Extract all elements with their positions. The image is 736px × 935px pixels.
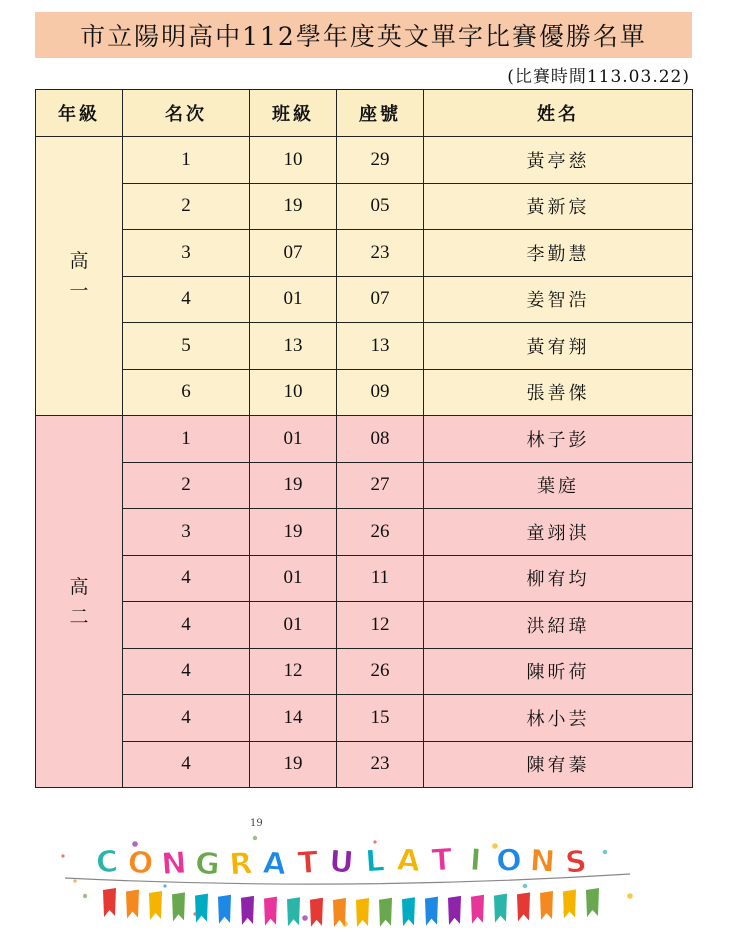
- rank-cell: 1: [123, 416, 250, 463]
- class-cell: 19: [250, 741, 337, 788]
- seat-cell: 07: [337, 276, 424, 323]
- grade-cell: 高 二: [36, 416, 123, 788]
- seat-cell: 12: [337, 602, 424, 649]
- seat-cell: 26: [337, 648, 424, 695]
- class-cell: 13: [250, 323, 337, 370]
- banner-letter: T: [430, 842, 454, 879]
- name-cell: 柳宥均: [424, 555, 693, 602]
- seat-cell: 05: [337, 183, 424, 230]
- bunting-flag: [540, 891, 553, 920]
- seat-cell: 13: [337, 323, 424, 370]
- table-row: [36, 741, 693, 788]
- name-cell: 林小芸: [424, 695, 693, 742]
- table-row: [36, 183, 693, 230]
- banner-letter: N: [528, 843, 557, 880]
- class-cell: 01: [250, 276, 337, 323]
- confetti-dot: [302, 915, 308, 921]
- banner-letter: O: [495, 842, 523, 880]
- bunting-flags: [103, 888, 599, 927]
- confetti-dot: [523, 884, 527, 888]
- table-row: [36, 230, 693, 277]
- page-title: 市立陽明高中112學年度英文單字比賽優勝名單: [35, 12, 692, 58]
- rank-cell: 3: [123, 509, 250, 556]
- confetti-dot: [253, 836, 257, 840]
- rank-cell: 4: [123, 741, 250, 788]
- banner-letters: [95, 842, 588, 882]
- bunting-flag: [333, 898, 346, 927]
- bunting-flag: [310, 898, 323, 927]
- bunting-flag: [517, 892, 530, 921]
- banner-letter: N: [160, 845, 188, 883]
- winners-table: [35, 89, 693, 788]
- seat-cell: 09: [337, 369, 424, 416]
- congratulations-banner: [45, 826, 645, 930]
- header-seat: 座號: [337, 90, 424, 137]
- banner-letter: U: [328, 844, 355, 881]
- name-cell: 林子彭: [424, 416, 693, 463]
- name-cell: 陳昕荷: [424, 648, 693, 695]
- table-row: [36, 648, 693, 695]
- seat-cell: 23: [337, 741, 424, 788]
- banner-letter: T: [296, 845, 320, 882]
- rank-cell: 1: [123, 137, 250, 184]
- table-row: [36, 555, 693, 602]
- table-row: [36, 276, 693, 323]
- bunting-flag: [172, 892, 185, 921]
- bunting-flag: [264, 897, 277, 926]
- header-name: 姓名: [424, 90, 693, 137]
- class-cell: 19: [250, 509, 337, 556]
- banner-letter: L: [364, 843, 386, 880]
- name-cell: 童翊淇: [424, 509, 693, 556]
- bunting-flag: [494, 894, 507, 923]
- bunting-flag: [379, 898, 392, 927]
- class-cell: 01: [250, 416, 337, 463]
- bunting-flag: [563, 889, 576, 918]
- name-cell: 黃亭慈: [424, 137, 693, 184]
- banner-letter: S: [564, 844, 589, 881]
- banner-letter: O: [126, 845, 155, 882]
- seat-cell: 11: [337, 555, 424, 602]
- header-rank: 名次: [123, 90, 250, 137]
- banner-letter: G: [193, 846, 221, 883]
- confetti-dot: [83, 894, 87, 898]
- bunting-flag: [103, 888, 116, 917]
- seat-cell: 23: [337, 230, 424, 277]
- name-cell: 陳宥蓁: [424, 741, 693, 788]
- banner-letter: C: [94, 844, 120, 881]
- table-row: [36, 137, 693, 184]
- header-class: 班級: [250, 90, 337, 137]
- rank-cell: 4: [123, 695, 250, 742]
- bunting-flag: [448, 896, 461, 925]
- bunting-flag: [356, 898, 369, 927]
- bunting-flag: [149, 891, 162, 920]
- class-cell: 01: [250, 602, 337, 649]
- seat-cell: 08: [337, 416, 424, 463]
- class-cell: 19: [250, 183, 337, 230]
- class-cell: 14: [250, 695, 337, 742]
- bunting-flag: [218, 895, 231, 924]
- bunting-flag: [126, 889, 139, 918]
- confetti-dot: [73, 879, 76, 882]
- class-cell: 19: [250, 462, 337, 509]
- table-row: [36, 509, 693, 556]
- grade-cell: 高 一: [36, 137, 123, 416]
- rank-cell: 2: [123, 183, 250, 230]
- seat-cell: 27: [337, 462, 424, 509]
- confetti-dot: [627, 893, 633, 899]
- bunting-flag: [425, 897, 438, 926]
- rank-cell: 2: [123, 462, 250, 509]
- bunting-flag: [586, 888, 599, 917]
- confetti-dot: [61, 854, 64, 857]
- banner-letter: A: [395, 842, 422, 880]
- bunting-flag: [287, 897, 300, 926]
- table-row: [36, 602, 693, 649]
- table-body: [36, 137, 693, 788]
- name-cell: 李勤慧: [424, 230, 693, 277]
- bunting-flag: [195, 894, 208, 923]
- name-cell: 葉庭: [424, 462, 693, 509]
- name-cell: 黃宥翔: [424, 323, 693, 370]
- name-cell: 洪紹瑋: [424, 602, 693, 649]
- table-row: [36, 462, 693, 509]
- table-row: [36, 323, 693, 370]
- class-cell: 10: [250, 369, 337, 416]
- seat-cell: 15: [337, 695, 424, 742]
- bunting-flag: [402, 897, 415, 926]
- rank-cell: 3: [123, 230, 250, 277]
- rank-cell: 4: [123, 555, 250, 602]
- confetti-dot: [603, 850, 607, 854]
- bunting-flag: [471, 895, 484, 924]
- table-row: [36, 416, 693, 463]
- class-cell: 07: [250, 230, 337, 277]
- rank-cell: 4: [123, 602, 250, 649]
- confetti-dot: [163, 884, 166, 887]
- rank-cell: 6: [123, 369, 250, 416]
- seat-cell: 29: [337, 137, 424, 184]
- seat-cell: 26: [337, 509, 424, 556]
- banner-letter: A: [261, 845, 288, 883]
- rank-cell: 5: [123, 323, 250, 370]
- banner-letter: I: [468, 842, 483, 879]
- name-cell: 姜智浩: [424, 276, 693, 323]
- table-row: [36, 369, 693, 416]
- page-number: 19: [250, 818, 263, 829]
- header-grade: 年級: [36, 90, 123, 137]
- banner-letter: R: [228, 846, 254, 883]
- name-cell: 黃新宸: [424, 183, 693, 230]
- competition-date: (比賽時間113.03.22): [507, 67, 690, 87]
- class-cell: 01: [250, 555, 337, 602]
- table-header-row: [36, 90, 693, 137]
- name-cell: 張善傑: [424, 369, 693, 416]
- table-row: [36, 695, 693, 742]
- class-cell: 10: [250, 137, 337, 184]
- class-cell: 12: [250, 648, 337, 695]
- rank-cell: 4: [123, 276, 250, 323]
- bunting-flag: [241, 896, 254, 925]
- rank-cell: 4: [123, 648, 250, 695]
